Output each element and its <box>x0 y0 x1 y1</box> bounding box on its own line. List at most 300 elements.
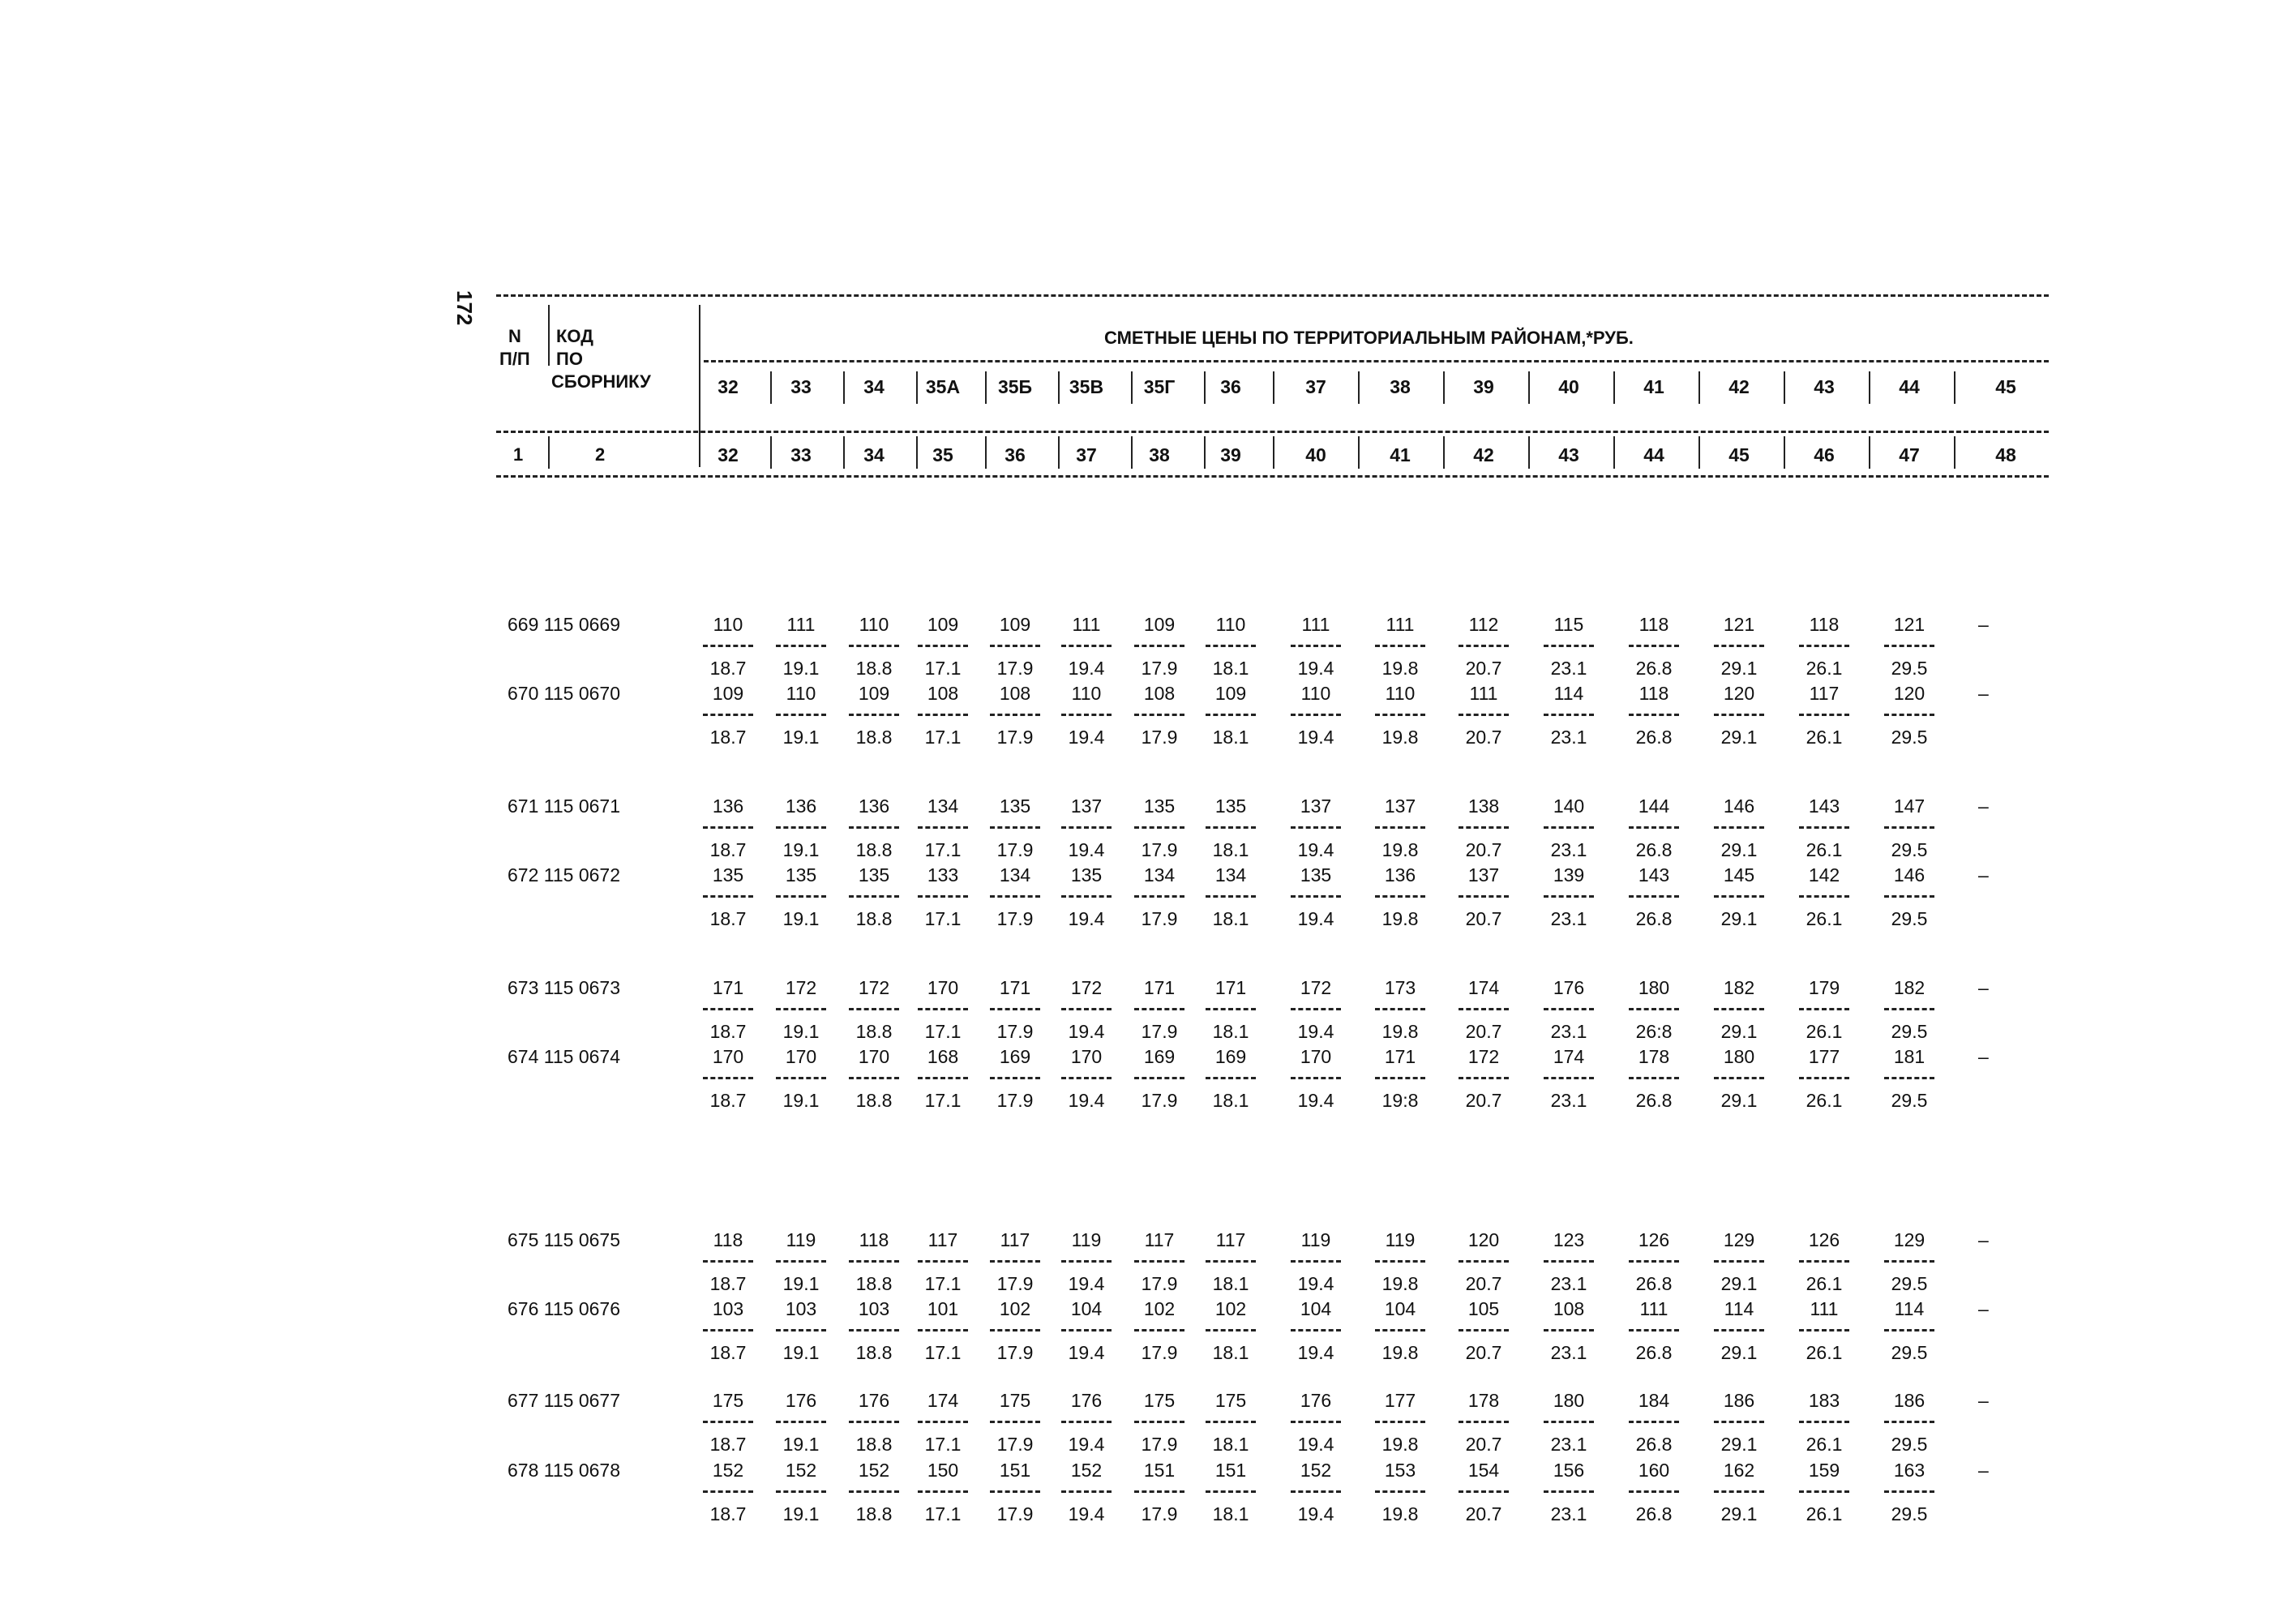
coefficient-value: 17.9 <box>996 1273 1034 1294</box>
column-number-separator <box>843 436 845 469</box>
fraction-bar <box>1884 826 1934 829</box>
fraction-bar <box>990 1490 1040 1493</box>
column-number: 40 <box>1305 444 1326 465</box>
price-value: 142 <box>1808 864 1840 885</box>
price-value: 120 <box>1467 1229 1500 1250</box>
price-value: 169 <box>1214 1046 1247 1067</box>
fraction-bar <box>1291 645 1341 647</box>
coefficient-value: 20.7 <box>1465 839 1502 860</box>
price-value: 176 <box>1070 1390 1103 1411</box>
fraction-bar <box>1206 895 1256 898</box>
row-label: 670 115 0670 <box>508 683 620 704</box>
price-value: 186 <box>1723 1390 1755 1411</box>
district-header: 35Г <box>1143 376 1176 397</box>
header-code-1: КОД <box>556 326 593 346</box>
price-value: 144 <box>1638 795 1670 817</box>
price-value: 134 <box>999 864 1031 885</box>
price-value: 118 <box>1638 614 1669 635</box>
price-value: 154 <box>1467 1460 1500 1481</box>
fraction-bar <box>1884 1008 1934 1010</box>
coefficient-value: 18.8 <box>855 727 893 748</box>
price-value: 110 <box>1215 614 1246 635</box>
coefficient-value: 18.8 <box>855 908 893 929</box>
fraction-bar <box>1134 1329 1184 1331</box>
fraction-bar <box>703 1490 753 1493</box>
coefficient-value: 23.1 <box>1550 1090 1587 1111</box>
fraction-bar <box>990 895 1040 898</box>
price-value: 175 <box>712 1390 744 1411</box>
fraction-bar <box>1134 1421 1184 1423</box>
fraction-bar <box>1375 1490 1425 1493</box>
coefficient-value: 18.1 <box>1212 1503 1249 1524</box>
price-value: 151 <box>1143 1460 1176 1481</box>
column-number: 34 <box>863 444 885 465</box>
fraction-bar <box>1884 714 1934 716</box>
fraction-bar <box>990 645 1040 647</box>
fraction-bar <box>1544 1421 1594 1423</box>
coefficient-value: 19.8 <box>1381 727 1419 748</box>
fraction-bar <box>1206 1490 1256 1493</box>
price-value: 178 <box>1638 1046 1670 1067</box>
fraction-bar <box>1375 895 1425 898</box>
price-value: 151 <box>999 1460 1031 1481</box>
coefficient-value: 17.9 <box>1141 839 1178 860</box>
price-value: 102 <box>1214 1298 1247 1319</box>
price-value: 112 <box>1468 614 1499 635</box>
price-value: 135 <box>1070 864 1103 885</box>
fraction-bar <box>849 1329 899 1331</box>
district-header: 39 <box>1473 376 1494 397</box>
coefficient-value: 19.4 <box>1068 1342 1105 1363</box>
empty-cell-dash: – <box>1978 1298 1989 1319</box>
coefficient-value: 19.1 <box>782 839 820 860</box>
price-value: 108 <box>1143 683 1176 704</box>
fraction-bar <box>849 1260 899 1263</box>
coefficient-value: 17.9 <box>996 1434 1034 1455</box>
column-number-separator <box>916 436 918 469</box>
fraction-bar <box>1714 1077 1764 1079</box>
coefficient-value: 19.8 <box>1381 1434 1419 1455</box>
district-separator <box>985 371 987 404</box>
fraction-bar <box>1459 826 1509 829</box>
fraction-bar <box>918 1329 968 1331</box>
price-value: 137 <box>1467 864 1500 885</box>
district-separator <box>916 371 918 404</box>
price-value: 135 <box>712 864 744 885</box>
price-value: 140 <box>1553 795 1585 817</box>
price-value: 176 <box>858 1390 890 1411</box>
price-value: 120 <box>1723 683 1755 704</box>
price-value: 136 <box>785 795 817 817</box>
fraction-bar <box>1799 1329 1849 1331</box>
price-value: 135 <box>858 864 890 885</box>
coefficient-value: 26.8 <box>1635 1434 1673 1455</box>
header-index-2: 2 <box>595 444 606 465</box>
price-value: 117 <box>1144 1229 1175 1250</box>
district-header: 35Б <box>997 376 1033 397</box>
fraction-bar <box>918 714 968 716</box>
coefficient-value: 19.8 <box>1381 1503 1419 1524</box>
column-number-separator <box>1528 436 1530 469</box>
district-header: 35А <box>925 376 961 397</box>
fraction-bar <box>1206 1421 1256 1423</box>
page-number: 172 <box>452 290 477 326</box>
coefficient-value: 19.4 <box>1297 1090 1334 1111</box>
coefficient-value: 19.4 <box>1068 1503 1105 1524</box>
coefficient-value: 26.1 <box>1806 1021 1843 1042</box>
price-value: 160 <box>1638 1460 1670 1481</box>
price-value: 171 <box>1143 977 1176 998</box>
fraction-bar <box>1134 714 1184 716</box>
fraction-bar <box>1375 645 1425 647</box>
fraction-bar <box>1459 1077 1509 1079</box>
coefficient-value: 17.1 <box>924 839 962 860</box>
price-value: 111 <box>786 614 816 635</box>
price-value: 109 <box>858 683 890 704</box>
coefficient-value: 29.5 <box>1891 1503 1928 1524</box>
price-value: 117 <box>1215 1229 1246 1250</box>
fraction-bar <box>1714 895 1764 898</box>
coefficient-value: 26.1 <box>1806 1503 1843 1524</box>
fraction-bar <box>1459 1421 1509 1423</box>
fraction-bar <box>703 826 753 829</box>
coefficient-value: 26.1 <box>1806 1090 1843 1111</box>
coefficient-value: 18.7 <box>709 1342 747 1363</box>
fraction-bar <box>1206 1008 1256 1010</box>
coefficient-value: 18.1 <box>1212 658 1249 679</box>
fraction-bar <box>703 714 753 716</box>
fraction-bar <box>1544 1077 1594 1079</box>
column-number-separator <box>1131 436 1133 469</box>
column-number: 45 <box>1728 444 1750 465</box>
price-value: 117 <box>927 1229 958 1250</box>
coefficient-value: 26.8 <box>1635 1273 1673 1294</box>
coefficient-value: 17.9 <box>1141 1021 1178 1042</box>
fraction-bar <box>776 1490 826 1493</box>
coefficient-value: 17.1 <box>924 1434 962 1455</box>
coefficient-value: 29.1 <box>1720 1342 1758 1363</box>
fraction-bar <box>1206 714 1256 716</box>
coefficient-value: 19.1 <box>782 1434 820 1455</box>
fraction-bar <box>1714 645 1764 647</box>
district-header: 36 <box>1220 376 1241 397</box>
price-value: 150 <box>927 1460 959 1481</box>
district-separator <box>1954 371 1955 404</box>
fraction-bar <box>1544 714 1594 716</box>
fraction-bar <box>1799 645 1849 647</box>
district-separator <box>1698 371 1700 404</box>
column-number-separator <box>1613 436 1615 469</box>
coefficient-value: 17.9 <box>1141 1434 1178 1455</box>
fraction-bar <box>1459 1260 1509 1263</box>
coefficient-value: 29.5 <box>1891 839 1928 860</box>
price-value: 146 <box>1893 864 1925 885</box>
fraction-bar <box>1206 1077 1256 1079</box>
fraction-bar <box>1544 1329 1594 1331</box>
fraction-bar <box>1459 1490 1509 1493</box>
fraction-bar <box>849 1421 899 1423</box>
fraction-bar <box>1714 1008 1764 1010</box>
coefficient-value: 17.9 <box>996 1342 1034 1363</box>
coefficient-value: 17.9 <box>996 1090 1034 1111</box>
empty-cell-dash: – <box>1978 1229 1989 1250</box>
district-header: 34 <box>863 376 885 397</box>
price-value: 102 <box>1143 1298 1176 1319</box>
fraction-bar <box>1375 826 1425 829</box>
coefficient-value: 19.4 <box>1297 1021 1334 1042</box>
price-value: 186 <box>1893 1390 1925 1411</box>
price-value: 119 <box>786 1229 816 1250</box>
fraction-bar <box>1134 1260 1184 1263</box>
coefficient-value: 19.4 <box>1297 658 1334 679</box>
coefficient-value: 29.1 <box>1720 1021 1758 1042</box>
price-value: 135 <box>999 795 1031 817</box>
column-number: 47 <box>1899 444 1920 465</box>
fraction-bar <box>918 1260 968 1263</box>
coefficient-value: 29.5 <box>1891 908 1928 929</box>
coefficient-value: 19.8 <box>1381 658 1419 679</box>
coefficient-value: 29.5 <box>1891 1021 1928 1042</box>
fraction-bar <box>1629 826 1679 829</box>
fraction-bar <box>1291 1490 1341 1493</box>
coefficient-value: 23.1 <box>1550 658 1587 679</box>
row-label: 676 115 0676 <box>508 1298 620 1319</box>
coefficient-value: 19.4 <box>1297 839 1334 860</box>
fraction-bar <box>1061 1260 1112 1263</box>
price-value: 110 <box>713 614 743 635</box>
column-number: 48 <box>1995 444 2016 465</box>
district-separator <box>1058 371 1060 404</box>
coefficient-value: 18.8 <box>855 1090 893 1111</box>
header-bottom-rule <box>496 475 2049 478</box>
coefficient-value: 19.1 <box>782 1021 820 1042</box>
fraction-bar <box>776 1260 826 1263</box>
price-value: 172 <box>785 977 817 998</box>
coefficient-value: 19.1 <box>782 1273 820 1294</box>
coefficient-value: 17.9 <box>1141 658 1178 679</box>
fraction-bar <box>1061 1421 1112 1423</box>
price-value: 111 <box>1072 614 1101 635</box>
coefficient-value: 19.4 <box>1068 727 1105 748</box>
fraction-bar <box>1061 1077 1112 1079</box>
header-pp: П/П <box>499 349 530 369</box>
price-value: 171 <box>712 977 744 998</box>
fraction-bar <box>1134 1490 1184 1493</box>
price-value: 137 <box>1070 795 1103 817</box>
coefficient-value: 19.4 <box>1068 839 1105 860</box>
fraction-bar <box>1799 826 1849 829</box>
coefficient-value: 19.1 <box>782 1503 820 1524</box>
price-value: 109 <box>927 614 959 635</box>
price-value: 111 <box>1469 683 1498 704</box>
row-label: 672 115 0672 <box>508 864 620 885</box>
fraction-bar <box>1291 1329 1341 1331</box>
coefficient-value: 19.8 <box>1381 1021 1419 1042</box>
coefficient-value: 20.7 <box>1465 1273 1502 1294</box>
fraction-bar <box>849 714 899 716</box>
column-number: 43 <box>1558 444 1579 465</box>
coefficient-value: 19.4 <box>1297 1273 1334 1294</box>
coefficient-value: 18.1 <box>1212 1342 1249 1363</box>
price-value: 135 <box>1214 795 1247 817</box>
fraction-bar <box>990 826 1040 829</box>
column-number-separator <box>1869 436 1870 469</box>
coefficient-value: 19.8 <box>1381 1273 1419 1294</box>
price-value: 119 <box>1385 1229 1416 1250</box>
district-separator <box>1273 371 1274 404</box>
price-value: 170 <box>858 1046 890 1067</box>
price-value: 111 <box>1810 1298 1839 1319</box>
price-value: 172 <box>1467 1046 1500 1067</box>
fraction-bar <box>1629 1077 1679 1079</box>
price-value: 172 <box>1070 977 1103 998</box>
header-index-1: 1 <box>513 444 524 465</box>
coefficient-value: 18.7 <box>709 658 747 679</box>
price-value: 129 <box>1893 1229 1925 1250</box>
price-value: 139 <box>1553 864 1585 885</box>
price-value: 176 <box>1300 1390 1332 1411</box>
coefficient-value: 17.9 <box>1141 908 1178 929</box>
coefficient-value: 18.7 <box>709 1273 747 1294</box>
coefficient-value: 17.9 <box>996 1503 1034 1524</box>
price-value: 175 <box>999 1390 1031 1411</box>
fraction-bar <box>990 1329 1040 1331</box>
price-value: 174 <box>1553 1046 1585 1067</box>
coefficient-value: 18.7 <box>709 908 747 929</box>
fraction-bar <box>1291 895 1341 898</box>
coefficient-value: 18.1 <box>1212 1434 1249 1455</box>
price-value: 103 <box>712 1298 744 1319</box>
coefficient-value: 26.8 <box>1635 658 1673 679</box>
price-value: 121 <box>1723 614 1755 635</box>
coefficient-value: 20.7 <box>1465 1021 1502 1042</box>
price-value: 108 <box>1553 1298 1585 1319</box>
price-value: 110 <box>1300 683 1331 704</box>
price-value: 143 <box>1808 795 1840 817</box>
row-label: 678 115 0678 <box>508 1460 620 1481</box>
price-value: 176 <box>785 1390 817 1411</box>
fraction-bar <box>1629 1329 1679 1331</box>
district-separator <box>1204 371 1206 404</box>
price-value: 152 <box>785 1460 817 1481</box>
fraction-bar <box>776 1008 826 1010</box>
price-value: 170 <box>927 977 959 998</box>
coefficient-value: 17.9 <box>1141 1503 1178 1524</box>
fraction-bar <box>918 1077 968 1079</box>
price-value: 104 <box>1070 1298 1103 1319</box>
column-number-separator <box>1954 436 1955 469</box>
row-label: 669 115 0669 <box>508 614 620 635</box>
price-value: 176 <box>1553 977 1585 998</box>
coefficient-value: 18.7 <box>709 1503 747 1524</box>
header-n: N <box>508 326 521 346</box>
row-label: 674 115 0674 <box>508 1046 620 1067</box>
price-value: 171 <box>999 977 1031 998</box>
price-value: 143 <box>1638 864 1670 885</box>
fraction-bar <box>776 645 826 647</box>
fraction-bar <box>1544 1260 1594 1263</box>
header-title: СМЕТНЫЕ ЦЕНЫ ПО ТЕРРИТОРИАЛЬНЫМ РАЙОНАМ,*РУБ. <box>1104 328 1634 348</box>
fraction-bar <box>1291 1421 1341 1423</box>
empty-cell-dash: – <box>1978 1460 1989 1481</box>
fraction-bar <box>1459 714 1509 716</box>
fraction-bar <box>1884 895 1934 898</box>
coefficient-value: 18.8 <box>855 1342 893 1363</box>
fraction-bar <box>1884 1329 1934 1331</box>
column-number-separator <box>1204 436 1206 469</box>
coefficient-value: 17.9 <box>1141 1342 1178 1363</box>
column-number-separator <box>1443 436 1445 469</box>
coefficient-value: 17.1 <box>924 1342 962 1363</box>
price-value: 175 <box>1214 1390 1247 1411</box>
coefficient-value: 18.8 <box>855 1273 893 1294</box>
district-separator <box>1528 371 1530 404</box>
fraction-bar <box>1544 1008 1594 1010</box>
price-value: 169 <box>999 1046 1031 1067</box>
coefficient-value: 17.1 <box>924 1021 962 1042</box>
coefficient-value: 17.1 <box>924 1503 962 1524</box>
fraction-bar <box>1714 1490 1764 1493</box>
price-value: 135 <box>1300 864 1332 885</box>
empty-cell-dash: – <box>1978 1390 1989 1411</box>
coefficient-value: 19.4 <box>1297 908 1334 929</box>
price-value: 134 <box>1214 864 1247 885</box>
coefficient-value: 19.1 <box>782 908 820 929</box>
fraction-bar <box>918 826 968 829</box>
district-separator <box>1443 371 1445 404</box>
fraction-bar <box>918 645 968 647</box>
price-value: 105 <box>1467 1298 1500 1319</box>
fraction-bar <box>1291 1260 1341 1263</box>
coefficient-value: 19.4 <box>1068 1090 1105 1111</box>
price-value: 172 <box>1300 977 1332 998</box>
coefficient-value: 18.8 <box>855 1434 893 1455</box>
price-value: 121 <box>1893 614 1925 635</box>
fraction-bar <box>776 826 826 829</box>
fraction-bar <box>1206 1329 1256 1331</box>
fraction-bar <box>1134 1077 1184 1079</box>
price-value: 162 <box>1723 1460 1755 1481</box>
column-number: 46 <box>1814 444 1835 465</box>
coefficient-value: 19.4 <box>1297 1434 1334 1455</box>
coefficient-value: 29.1 <box>1720 908 1758 929</box>
fraction-bar <box>703 1008 753 1010</box>
price-value: 136 <box>858 795 890 817</box>
fraction-bar <box>1134 895 1184 898</box>
coefficient-value: 17.1 <box>924 908 962 929</box>
fraction-bar <box>1375 1329 1425 1331</box>
price-value: 136 <box>712 795 744 817</box>
price-value: 108 <box>927 683 959 704</box>
price-value: 173 <box>1384 977 1416 998</box>
fraction-bar <box>1799 895 1849 898</box>
column-number: 35 <box>932 444 953 465</box>
fraction-bar <box>918 1421 968 1423</box>
fraction-bar <box>1061 645 1112 647</box>
coefficient-value: 26.1 <box>1806 1434 1843 1455</box>
column-number-separator <box>1058 436 1060 469</box>
price-value: 137 <box>1300 795 1332 817</box>
price-value: 134 <box>927 795 959 817</box>
district-separator <box>1613 371 1615 404</box>
coefficient-value: 19.1 <box>782 727 820 748</box>
price-value: 177 <box>1808 1046 1840 1067</box>
coefficient-value: 19.4 <box>1297 1342 1334 1363</box>
fraction-bar <box>1799 714 1849 716</box>
price-value: 102 <box>999 1298 1031 1319</box>
price-value: 170 <box>712 1046 744 1067</box>
coefficient-value: 29.5 <box>1891 1434 1928 1455</box>
